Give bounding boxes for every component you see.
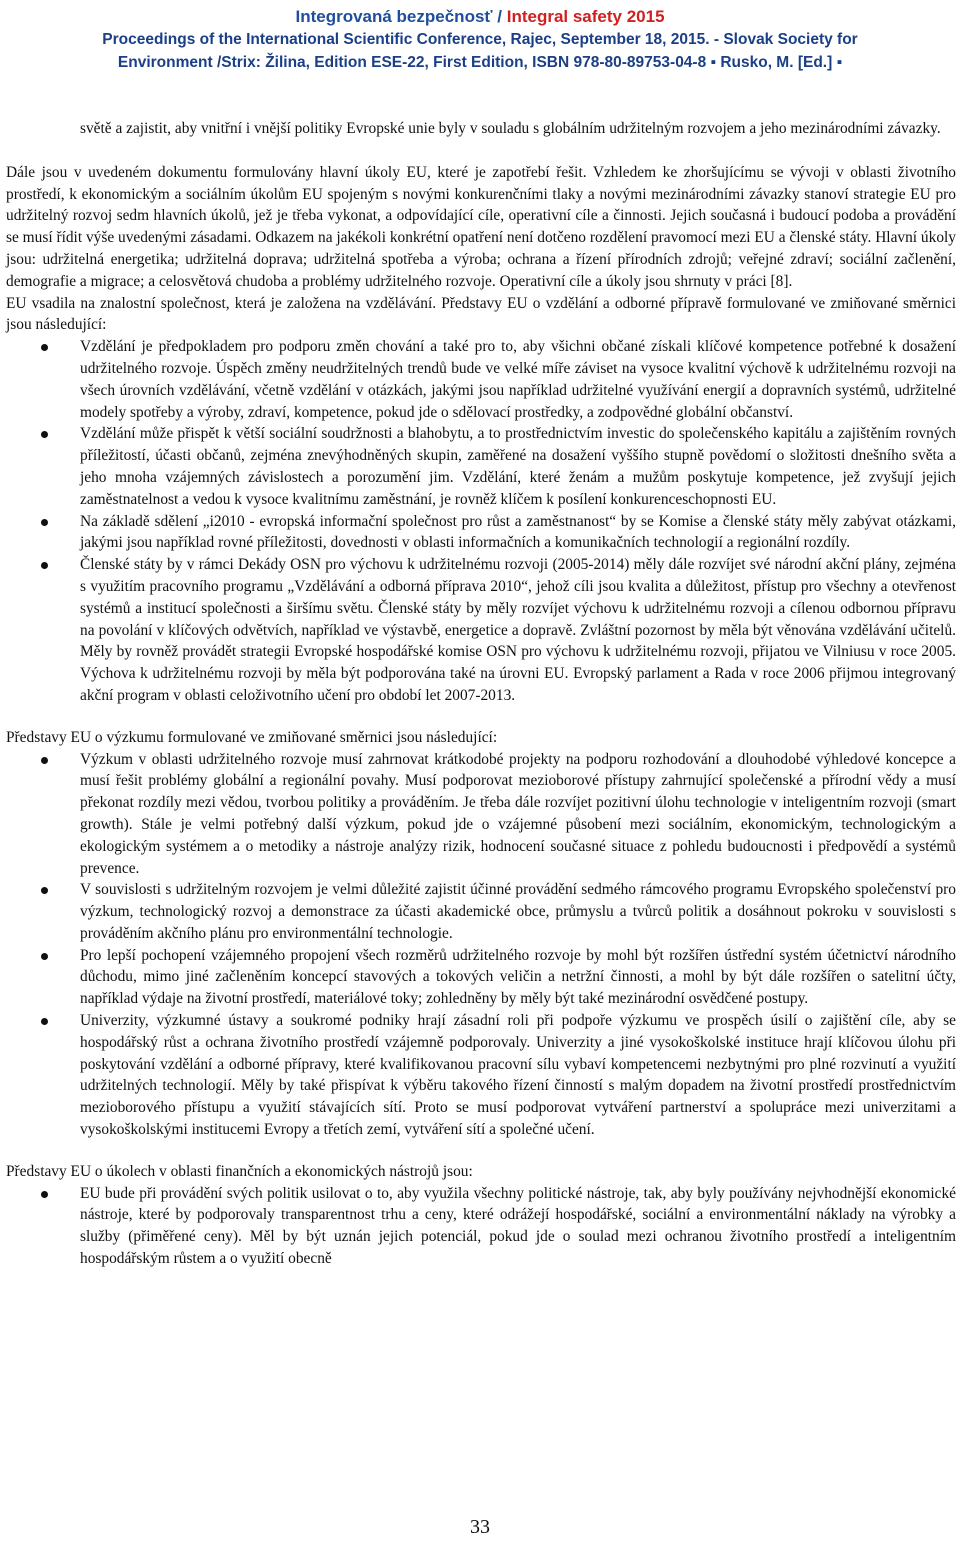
bullet-icon (41, 757, 48, 764)
page-number: 33 (470, 1516, 490, 1538)
list-item (6, 1183, 956, 1270)
list-item (6, 511, 956, 555)
page-body (6, 118, 956, 1270)
list-item-text: Vzdělání může přispět k větší sociální soudržnosti a blahobytu, a to prostřednictvím investic do společenského kapitálu a zajištěním rovných příležitostí, účasti občanů, zejména znevýhodněných skupin, zaměřené na dosažení vyššího stupně povědomí o složitosti dnešního světa a jeho mnoha vzájemných závislostech a porozumění jim. Vzdělání, které ženám a mužům poskytuje kompetence, jež zvyšují jejich zaměstnatelnost a vedou k vysoce kvalitnímu zaměstnání, je rovněž klíčem k posílení konkurenceschopnosti EU. (80, 425, 956, 508)
header-title-slovak: Integrovaná bezpečnosť / (295, 7, 507, 26)
list-item-text: Na základě sdělení „i2010 - evropská informační společnost pro růst a zaměstnanost“ by se Komise a členské státy měly zabývat otázkami, jakými jsou například rovné příležitosti, dovednosti v oblasti informačních a komunikačních technologií a regionální rozdíly. (80, 512, 956, 552)
header-proceedings-line: Proceedings of the International Scientific Conference, Rajec, September 18, 2015. - Slovak Society for (102, 31, 858, 48)
list-item (6, 879, 956, 944)
list-item-text: Univerzity, výzkumné ústavy a soukromé podniky hrají zásadní roli při podpoře výzkumu ve prospěch úsilí o zajištění cíle, aby se hospodářský růst a ochrana životního prostředí vzájemně podporovaly. Univerzity a jiné vysokoškolské instituce hrají klíčovou úlohu při poskytování vzdělání a odborné přípravy, které kvalifikovanou pracovní sílu vybaví kompetencemi nezbytnými pro plné rozvinutí a využití udržitelných technologií. Měly by také přispívat k výběru takového řízení činností s malým dopadem na životní prostředí prostřednictvím mezioborového přístupu a využití stávajících sítí. Proto se musí podporovat vytváření partnerství a spolupráce mezi univerzitami a vysokoškolskými institucemi Evropy a třetích zemí, vytváření sítí a společné učení. (80, 1012, 956, 1139)
list-item-text: Pro lepší pochopení vzájemného propojení všech rozměrů udržitelného rozvoje by mohl být rozšířen ústřední systém účetnictví národního důchodu, mimo jiné začleněním koncepcí stavových a tokových veličin a netržní činnosti, a mohl by být dále rozšířen o satelitní účty, například výdaje na životní prostředí, materiálové toky; zohledněny by měly být také mezinárodní osvědčené postupy. (80, 946, 956, 1008)
header-title (0, 0, 960, 28)
conference-header (0, 0, 960, 78)
paragraph-finance-intro: Představy EU o úkolech v oblasti finančních a ekonomických nástrojů jsou: (6, 1162, 473, 1180)
bullet-icon (41, 953, 48, 960)
list-item (6, 749, 956, 880)
bullet-icon (41, 562, 48, 569)
bullet-icon (41, 1018, 48, 1025)
list-item-text: EU bude při provádění svých politik usilovat o to, aby využila všechny politické nástroje, tak, aby byly používány nejvhodnější ekonomické nástroje, které by podporovaly transparentnost trhu a ceny, které odrážejí hospodářské, sociální a environmentální náklady na výrobky a služby (přiměřené ceny). Měl by být uznán jejich potenciál, pokud jde o soulad mezi ochranou životního prostředí a inteligentním hospodářským růstem a o využití obecně (80, 1184, 956, 1268)
list-item (6, 423, 956, 510)
bullet-icon (41, 887, 48, 894)
finance-list (6, 1183, 956, 1270)
header-publisher-line: Environment /Strix: Žilina, Edition ESE-22, First Edition, ISBN 978-80-89753-04-8 ▪ Rusko, M. [Ed.] ▪ (117, 54, 843, 71)
paragraph-continuation: světě a zajistit, aby vnitřní i vnější politiky Evropské unie byly v souladu s globálním udržitelným rozvojem a jeho mezinárodními závazky. (80, 120, 941, 137)
bullet-icon (41, 1191, 48, 1198)
header-title-english: Integral safety 2015 (506, 7, 665, 26)
list-item (6, 554, 956, 707)
list-item-text: V souvislosti s udržitelným rozvojem je velmi důležité zajistit účinné provádění sedmého rámcového programu Evropského společenství pro výzkum, technologický rozvoj a demonstrace za účasti akademické obce, průmyslu a tvůrců politik a dosáhnout pokroku v souvislosti s prováděním akčního plánu pro environmentální technologie. (80, 881, 956, 942)
bullet-icon (41, 519, 48, 526)
paragraph-main-tasks: Dále jsou v uvedeném dokumentu formulovány hlavní úkoly EU, které je zapotřebí řešit. Vzhledem ke zhoršujícímu se vývoji v oblasti životního prostředí, k ekonomickým a sociálním úkolům EU spojeným s novými konkurenčními tlaky a novými mezinárodními závazky stanoví strategie EU pro udržitelný rozvoj sedm hlavních úkolů, jež je třeba vykonat, a odpovídající cíle, operativní cíle a činnosti. Jejich současná i budoucí podoba a provádění se musí řídit výše uvedenými zásadami. Odkazem na jakékoli konkrétní opatření není dotčeno rozdělení pravomocí mezi EU a členské státy. Hlavní úkoly jsou: udržitelná energetika; udržitelná doprava; udržitelná spotřeba a výroba; ochrana a řízení přírodních zdrojů; veřejné zdraví; sociální začlenění, demografie a migrace; a celosvětová chudoba a problémy udržitelného rozvoje. Operativní cíle a úkoly jsou shrnuty v práci [8]. (6, 163, 956, 290)
research-list (6, 749, 956, 1141)
list-item (6, 1010, 956, 1141)
list-item-text: Členské státy by v rámci Dekády OSN pro výchovu k udržitelnému rozvoji (2005-2014) měly dále rozvíjet své národní akční plány, zejména s využitím pracovního programu „Vzdělávání a odborná příprava 2010“, jehož cíli jsou kvalita a důležitost, přístup pro všechny a otevřenost systémů a institucí společnosti a širšímu světu. Členské státy by měly rozvíjet výchovu k udržitelnému rozvoji a cílenou odbornou přípravu na povolání v klíčových odvětvích, například ve výstavbě, energetice a dopravě. Zvláštní pozornost by měla být věnována vzdělávání učitelů. Měly by rovněž provádět strategii Evropské hospodářské komise OSN pro výchovu k udržitelnému rozvoji, přijatou ve Vilniusu v roce 2005. Výchova k udržitelnému rozvoji by měla být podporována také na úrovni EU. Evropský parlament a Rada v roce 2006 přijmou integrovaný akční program v oblasti celoživotního učení pro období let 2007-2013. (80, 556, 956, 704)
bullet-icon (41, 431, 48, 438)
list-item-text: Výzkum v oblasti udržitelného rozvoje musí zahrnovat krátkodobé projekty na podporu rozhodování a dlouhodobé výhledové koncepce a musí řešit problémy globální a regionální povahy. Musí podporovat mezioborové přístupy zahrnující společenské a přírodní vědy a musí překonat rozdíly mezi vědou, tvorbou politiky a prováděním. Je třeba dále rozvíjet pozitivní úlohu technologie v inteligentním rozvoji (smart growth). Stále je velmi potřebný další výzkum, pokud jde o vzájemné působení mezi sociálním, ekonomickým, technologickým a ekologickým systémem a o metodiky a nástroje analýzy rizik, hodnocení současné situace z pohledu budoucnosti i předpovědí a systémů prevence. (80, 750, 956, 877)
education-list (6, 336, 956, 707)
bullet-icon (41, 344, 48, 351)
list-item-text: Vzdělání je předpokladem pro podporu změn chování a také pro to, aby všichni občané získali klíčové kompetence potřebné k dosažení udržitelného rozvoje. Úspěch změny neudržitelných trendů bude ve velké míře záviset na vysoce kvalitní výchově k udržitelnému rozvoji na všech úrovních vzdělávání, včetně vzdělání v otázkách, jakými jsou například udržitelné využívání energií a dopravních systémů, udržitelné modely spotřeby a výroby, zdraví, kompetence, pokud jde o sdělovací prostředky, a zodpovědné globální občanství. (80, 338, 956, 421)
paragraph-research-intro: Představy EU o výzkumu formulované ve zmiňované směrnici jsou následující: (6, 728, 498, 746)
list-item (6, 945, 956, 1010)
paragraph-education-intro: EU vsadila na znalostní společnost, která je založena na vzdělávání. Představy EU o vzdělání a odborné přípravě formulované ve zmiňované směrnici jsou následující: (6, 294, 956, 334)
list-item (6, 336, 956, 423)
